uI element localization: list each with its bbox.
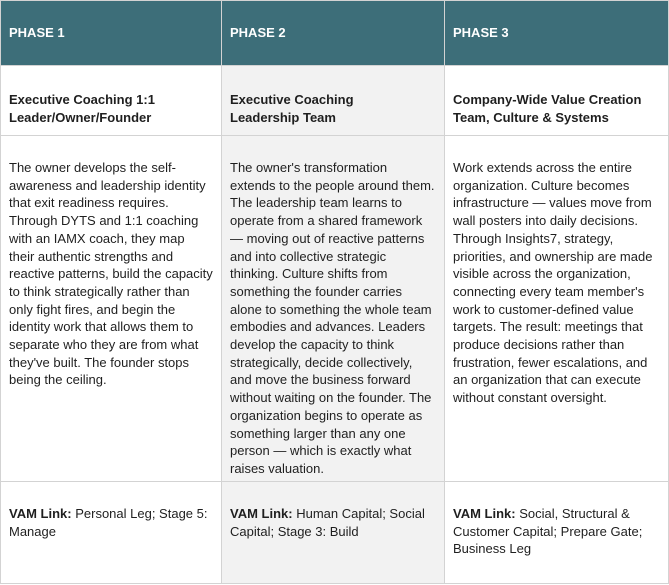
vam-link-value: Human Capital; Social Capital; Stage 3: Build bbox=[230, 506, 425, 539]
phase-2-title-line1: Executive Coaching bbox=[230, 92, 354, 107]
vam-link-label: VAM Link: bbox=[9, 506, 72, 521]
phase-1-header: PHASE 1 bbox=[1, 1, 222, 66]
phase-1-vam-link bbox=[1, 482, 222, 584]
phase-1-title-line2: Leader/Owner/Founder bbox=[9, 110, 152, 125]
vam-link-value: Personal Leg; Stage 5: Manage bbox=[9, 506, 208, 539]
phase-2-description: The owner's transformation extends to the people around them. The leadership team learns to operate from a shared framework — moving out of reactive patterns and into collective strategic thinking. Culture shifts from something the founder carries alone to something the whole team embodies and advances. Leaders develop the capacity to think strategically, decide collectively, and move the business forward without waiting on the founder. The organization begins to operate as something larger than any one person — which is exactly what raises valuation. bbox=[222, 136, 445, 482]
phase-3-description: Work extends across the entire organization. Culture becomes infrastructure — values move from wall posters into daily decisions. Through Insights7, strategy, priorities, and ownership are made visible across the organization, connecting every team member's work to customer-defined value targets. The result: meetings that produce decisions rather than frustration, fewer escalations, and an organization that can execute without constant oversight. bbox=[445, 136, 669, 482]
vam-link-value: Social, Structural & Customer Capital; Prepare Gate; Business Leg bbox=[453, 506, 643, 557]
vam-link-label: VAM Link: bbox=[453, 506, 516, 521]
phase-3-header: PHASE 3 bbox=[445, 1, 669, 66]
phase-2-title bbox=[222, 66, 445, 136]
phase-2-header: PHASE 2 bbox=[222, 1, 445, 66]
description-row bbox=[1, 136, 669, 482]
phase-3-title-line2: Team, Culture & Systems bbox=[453, 110, 609, 125]
title-row bbox=[1, 66, 669, 136]
phase-1-title-line1: Executive Coaching 1:1 bbox=[9, 92, 155, 107]
phase-3-title bbox=[445, 66, 669, 136]
phase-1-description: The owner develops the self-awareness and leadership identity that exit readiness requires. Through DYTS and 1:1 coaching with an IAMX coach, they map their authentic strengths and reactive patterns, build the capacity to think strategically rather than only fight fires, and begin the identity work that allows them to separate who they are from what they've built. The founder stops being the ceiling. bbox=[1, 136, 222, 482]
phase-3-title-line1: Company-Wide Value Creation bbox=[453, 92, 642, 107]
phase-2-vam-link bbox=[222, 482, 445, 584]
vam-link-row bbox=[1, 482, 669, 584]
phase-1-title bbox=[1, 66, 222, 136]
phase-3-vam-link bbox=[445, 482, 669, 584]
phase-2-title-line2: Leadership Team bbox=[230, 110, 336, 125]
vam-link-label: VAM Link: bbox=[230, 506, 293, 521]
header-row bbox=[1, 1, 669, 66]
